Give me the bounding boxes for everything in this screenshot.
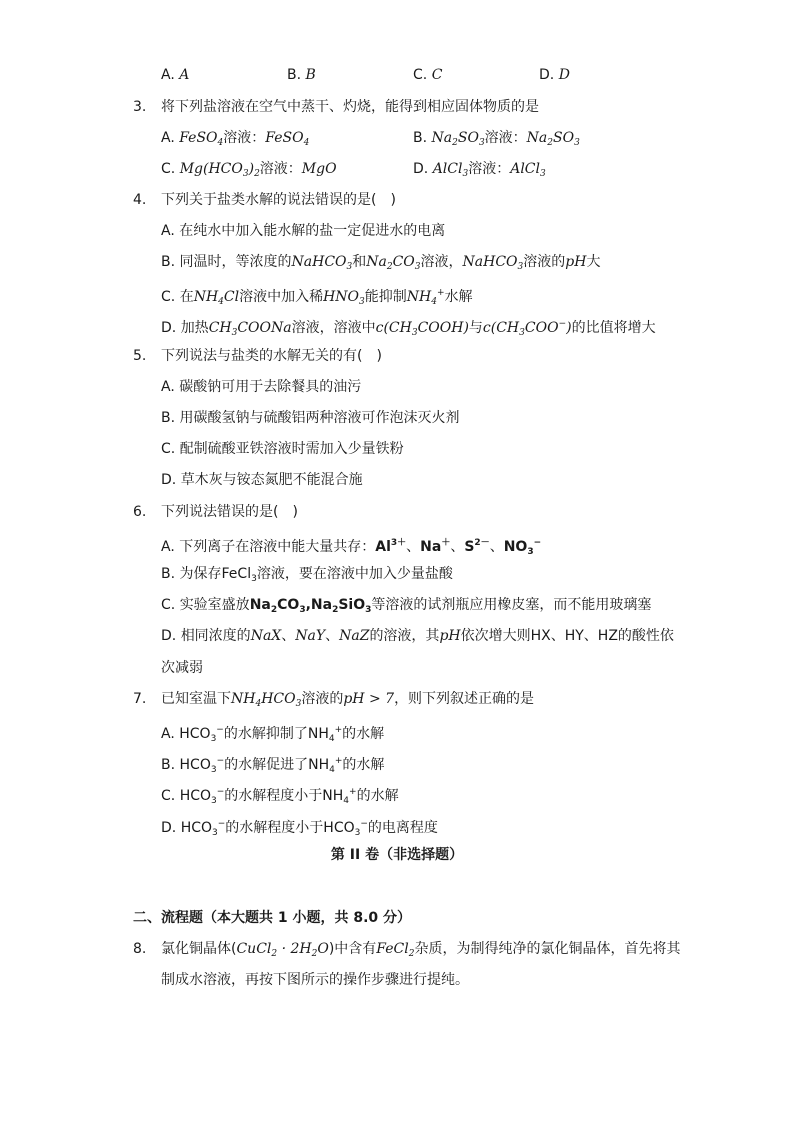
q5-option-d: D. 草木灰与铵态氮肥不能混合施 — [161, 472, 363, 488]
q3-option-a: A. FeSO$_4$溶液：FeSO$_4$ — [161, 130, 310, 148]
q5-number: 5. — [133, 348, 147, 364]
q4-number: 4. — [133, 192, 147, 208]
q6-option-b: B. 为保存FeCl$_3$溶液，要在溶液中加入少量盐酸 — [161, 566, 453, 584]
q4-option-d: D. 加热$CH_3COONa$溶液，溶液中$c(CH_3COOH)$与$c(CH_3COO^-)$的比值将增大 — [161, 319, 656, 338]
q4-stem: 下列关于盐类水解的说法错误的是( ) — [161, 192, 396, 208]
q3-stem: 将下列盐溶液在空气中蒸干、灼烧，能得到相应固体物质的是 — [161, 99, 539, 115]
section-two-heading: 二、流程题（本大题共 1 小题，共 8.0 分） — [133, 910, 412, 926]
q8-stem-line2: 制成水溶液，再按下图所示的操作步骤进行提纯。 — [161, 972, 469, 988]
q7-stem: 已知室温下$NH_4HCO_3$溶液的pH > 7，则下列叙述正确的是 — [161, 691, 535, 709]
q3-option-b: B. $Na_2SO_3$溶液：$Na_2SO_3$ — [413, 130, 580, 148]
q5-option-a: A. 碳酸钠可用于去除餐具的油污 — [161, 379, 362, 395]
q4-option-b: B. 同温时，等浓度的NaHCO$_3$和$Na_2CO_3$溶液，NaHCO$_3$溶液的pH大 — [161, 254, 601, 272]
q3-number: 3. — [133, 99, 147, 115]
q6-option-d-continued: 次减弱 — [161, 660, 203, 676]
q5-option-b: B. 用碳酸氢钠与硫酸铝两种溶液可作泡沫灭火剂 — [161, 410, 460, 426]
q5-option-c: C. 配制硫酸亚铁溶液时需加入少量铁粉 — [161, 441, 404, 457]
q8-number: 8. — [133, 941, 147, 957]
q7-number: 7. — [133, 691, 147, 707]
q2-option-a: A. A — [161, 67, 190, 83]
q6-number: 6. — [133, 504, 147, 520]
q7-option-d: D. $HCO_3^-$的水解程度小于$HCO_3^-$的电离程度 — [161, 819, 438, 838]
q4-option-a: A. 在纯水中加入能水解的盐一定促进水的电离 — [161, 223, 446, 239]
q7-option-c: C. $HCO_3^-$的水解程度小于$NH_4^+$的水解 — [161, 787, 399, 806]
q6-option-a: A. 下列离子在溶液中能大量共存：$Al^{3+}$、Na＋、$S^{2-}$、$NO_3^-$ — [161, 538, 542, 557]
q6-option-c: C. 实验室盛放$Na_2CO_3,Na_2SiO_3$等溶液的试剂瓶应用橡皮塞，而不能用玻璃塞 — [161, 597, 652, 615]
q7-option-a: A. $HCO_3^-$的水解抑制了$NH_4^+$的水解 — [161, 725, 385, 744]
q8-stem-line1: 氯化铜晶体(CuCl$_2$ · $2H_2O$)中含有FeCl$_2$杂质，为制得纯净的氯化铜晶体，首先将其 — [161, 941, 681, 959]
q6-stem: 下列说法错误的是( ) — [161, 504, 298, 520]
q2-option-b: B. B — [287, 67, 316, 83]
q7-option-b: B. $HCO_3^-$的水解促进了$NH_4^+$的水解 — [161, 756, 385, 775]
q6-option-d: D. 相同浓度的NaX、NaY、NaZ的溶液，其pH依次增大则HX、HY、HZ的酸性依 — [161, 628, 674, 644]
q3-option-d: D. AlCl$_3$溶液：AlCl$_3$ — [413, 161, 546, 179]
q3-option-c: C. $Mg(HCO_3)_2$溶液：MgO — [161, 161, 337, 179]
part-two-title: 第 II 卷（非选择题） — [330, 847, 464, 863]
q5-stem: 下列说法与盐类的水解无关的有( ) — [161, 348, 382, 364]
q2-option-d: D. D — [539, 67, 570, 83]
q2-option-c: C. C — [413, 67, 443, 83]
q4-option-c: C. 在$NH_4Cl$溶液中加入稀$HNO_3$能抑制$NH_4^+$水解 — [161, 288, 473, 307]
